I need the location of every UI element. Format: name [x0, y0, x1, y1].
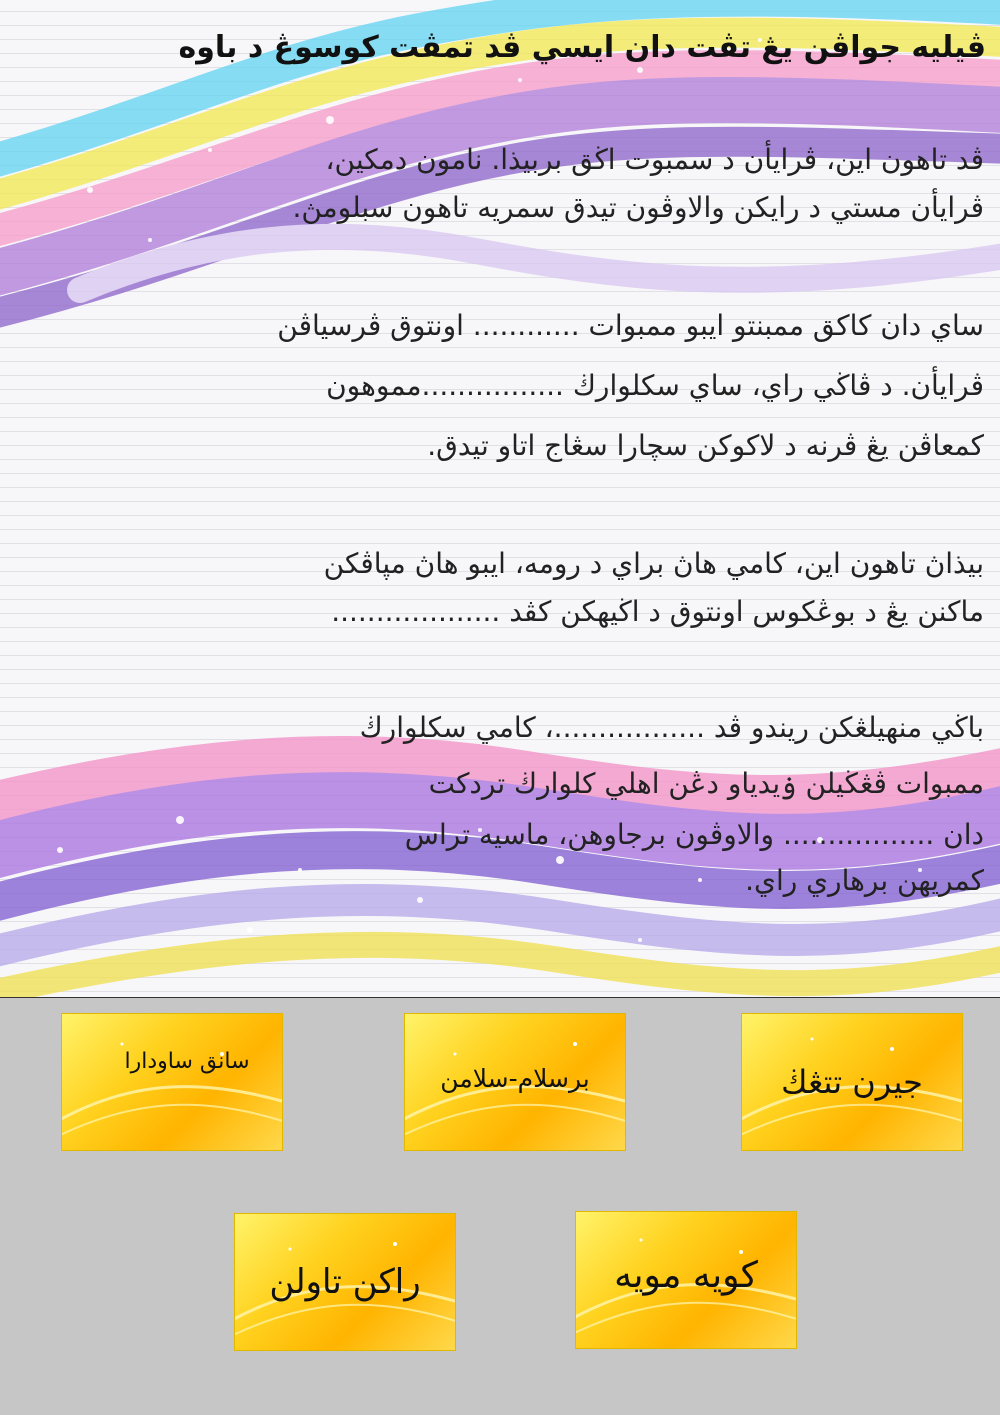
paragraph-line: ماكنن يڠ د بوڠكوس اونتوق د اڬيهكن كڤد ...................: [331, 595, 984, 628]
answer-card[interactable]: [61, 1013, 283, 1151]
answer-card-label: سانق ساودارا: [124, 1048, 250, 1074]
paragraph-4: [360, 700, 984, 904]
paragraph-1: [292, 136, 984, 232]
answer-card[interactable]: [575, 1211, 797, 1349]
paragraph-3: [324, 540, 984, 636]
paragraph-line: ساي دان كاكق ممبنتو ايبو ممبوات ............ اونتوق ڤرسياڤن: [277, 309, 984, 342]
paragraph-line: ڤد تاهون اين، ڤرايأن د سمبوت اڬق بربيذا. نامون دمكين،: [325, 143, 984, 176]
paragraph-2: [277, 296, 984, 476]
answer-card-label: راكن تاولن: [269, 1262, 421, 1302]
paragraph-line: كمعاڤن يڠ ڤرنه د لاكوكن سچارا سڠاج اتاو تيدق.: [427, 429, 984, 462]
paragraph-line: كمريهن برهاري راي.: [745, 864, 984, 897]
paragraph-line: ڤرايأن. د ڤاڬي راي، ساي سكلوارڬ ................مموهون: [326, 369, 984, 402]
paragraph-line: دان ................. والاوڤون برجاوهن، ماسيه تراس: [404, 818, 984, 851]
answer-card[interactable]: [234, 1213, 456, 1351]
paragraph-line: ڤرايأن مستي د رايكن والاوڤون تيدق سمريه تاهون سبلومڽ.: [292, 191, 984, 224]
worksheet-title: ڤيليه جواڤن يڠ تڤت دان ايسي ڤد تمڤت كوسوڠ د باوه: [178, 30, 986, 65]
paragraph-line: بيذاڽ تاهون اين، كامي هاڽ براي د رومه، ايبو هاڽ مڽاڤكن: [323, 547, 984, 580]
answer-card-label: جيرن تتڠڬ: [781, 1063, 923, 1101]
answer-card[interactable]: [741, 1013, 963, 1151]
answer-card-label: كويه مويه: [614, 1254, 758, 1296]
answer-card-label: برسلام-سلامن: [440, 1063, 590, 1093]
swirl-decoration: [62, 1014, 282, 1150]
answer-card[interactable]: [404, 1013, 626, 1151]
paragraph-line: باڬي منهيلڠكن ريندو ڤد .................، كامي سكلوارڬ: [359, 711, 984, 744]
paragraph-line: ممبوات ڤڠڬيلن ۏيدياو دڠن اهلي كلوارڬ تردكت: [428, 767, 984, 800]
